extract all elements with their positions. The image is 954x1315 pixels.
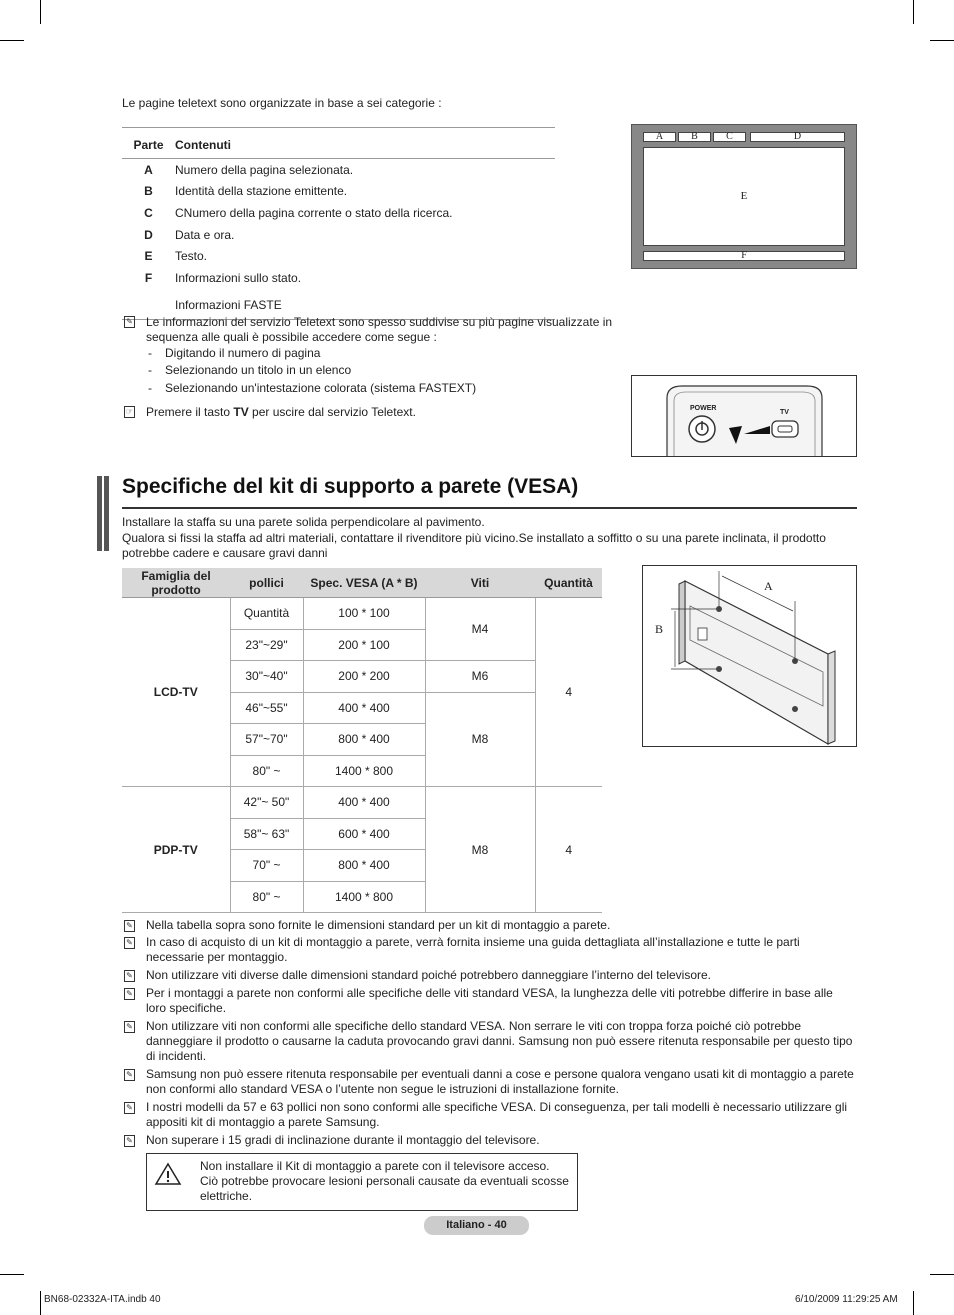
note-text: I nostri modelli da 57 e 63 pollici non sono conformi alle specifiche VESA. Di conseguenza, per tali modelli è necessario utilizzare gli appositi kit di montaggio a parete Samsung. [146, 1100, 848, 1129]
crop-mark [930, 1274, 954, 1275]
part-letter: C [144, 205, 153, 220]
inches-cell: 57"~70" [230, 724, 303, 756]
screw-cell: M8 [425, 692, 535, 787]
family-pdp: PDP-TV [122, 787, 230, 913]
part-content: CNumero della pagina corrente o stato della ricerca. [175, 205, 453, 220]
note-icon: ✎ [124, 1069, 135, 1081]
warning-icon [154, 1162, 182, 1186]
part-letter: D [144, 227, 153, 242]
dimension-b: B [655, 622, 664, 636]
header-spec: Spec. VESA (A * B) [303, 568, 425, 598]
note-text: Non utilizzare viti non conformi alle specifiche dello standard VESA. Non serrare le viti con troppa forza poiché ciò potrebbe danneggiare il prodotto o causarne la caduta provocando gravi danni. Samsung non può essere ritenuta responsabile per questo tipo di incidenti. [146, 1019, 853, 1063]
section-description [122, 515, 852, 562]
note-icon: ✎ [124, 937, 135, 949]
title-bar [104, 476, 109, 551]
note-text: In caso di acquisto di un kit di montaggio a parete, verrà fornita insieme una guida dettagliata all’installazione e tutte le parti necessarie per montaggio. [146, 935, 800, 964]
intro-text: Le pagine teletext sono organizzate in base a sei categorie : [122, 96, 442, 110]
table-row [122, 598, 602, 630]
note-icon: ✎ [124, 1102, 135, 1114]
power-label: POWER [690, 405, 717, 412]
note-icon: ✎ [124, 1135, 135, 1147]
part-content: Testo. [175, 249, 208, 264]
warning-text: Non installare il Kit di montaggio a parete con il televisore acceso. Ciò potrebbe provocare lesioni personali causate da eventuali scosse elettriche. [200, 1159, 569, 1203]
inches-cell: 30"~40" [230, 661, 303, 693]
spec-cell: 800 * 400 [303, 724, 425, 756]
footer-right: 6/10/2009 11:29:25 AM [795, 1294, 898, 1305]
part-content: Data e ora. [175, 227, 235, 242]
spec-cell: 400 * 400 [303, 692, 425, 724]
vesa-header-row [122, 568, 602, 598]
inches-cell: 58"~ 63" [230, 818, 303, 850]
label-f: F [643, 251, 845, 261]
header-part: Parte [133, 138, 164, 152]
spec-cell: 800 * 400 [303, 850, 425, 882]
footer-left: BN68-02332A-ITA.indb 40 [44, 1294, 161, 1305]
label-b: B [678, 132, 711, 142]
label-e: E [643, 147, 845, 246]
spec-cell: 400 * 400 [303, 787, 425, 819]
vesa-table [122, 568, 602, 913]
crop-mark [0, 40, 24, 41]
note-icon: ✎ [124, 920, 135, 932]
inches-cell: 42"~ 50" [230, 787, 303, 819]
exit-instruction [146, 405, 416, 420]
label-c: C [713, 132, 746, 142]
description-line: Qualora si fissi la staffa ad altri materiali, contattare il rivenditore più vicino.Se installato a soffitto o su una parete inclinata, il prodotto potrebbe cadere e causare gravi danni [122, 530, 826, 560]
header-inches: pollici [230, 568, 303, 598]
spec-cell: 1400 * 800 [303, 881, 425, 913]
parts-table [122, 127, 555, 320]
spec-cell: 600 * 400 [303, 818, 425, 850]
note-icon: ✎ [124, 316, 135, 328]
note-text: Per i montaggi a parete non conformi alle specifiche delle viti standard VESA, la lunghezza delle viti potrebbe differire in base alle loro specifiche. [146, 986, 833, 1015]
spec-cell: 1400 * 800 [303, 755, 425, 787]
list-item: Selezionando un'intestazione colorata (sistema FASTEXT) [165, 381, 477, 395]
note-icon: ✎ [124, 970, 135, 982]
family-lcd: LCD-TV [122, 598, 230, 787]
inches-cell: 46"~55" [230, 692, 303, 724]
part-content: Identità della stazione emittente. [175, 184, 348, 199]
part-letter: E [144, 249, 153, 264]
list-item: Digitando il numero di pagina [165, 346, 321, 360]
remote-illustration [631, 375, 857, 457]
page-number: Italiano - 40 [424, 1216, 529, 1235]
screw-cell: M6 [425, 661, 535, 693]
part-content: Informazioni FASTE [175, 298, 282, 313]
dash: - [148, 363, 152, 377]
note-icon: ✎ [124, 1021, 135, 1033]
dash: - [148, 346, 152, 360]
hand-icon: ☞ [125, 407, 134, 416]
note-text: Non utilizzare viti diverse dalle dimensioni standard poiché potrebbero danneggiare l’interno del televisore. [146, 968, 711, 982]
list-item: Selezionando un titolo in un elenco [165, 363, 352, 377]
parts-row [122, 159, 555, 181]
parts-row [122, 224, 555, 246]
parts-row [122, 267, 555, 289]
inches-cell: 70" ~ [230, 850, 303, 882]
part-letter: A [144, 162, 153, 177]
parts-row [122, 245, 555, 267]
crop-mark [40, 1291, 41, 1315]
crop-mark [930, 40, 954, 41]
header-family: Famiglia del prodotto [122, 568, 230, 598]
header-content: Contenuti [175, 138, 231, 152]
label-a: A [643, 132, 676, 142]
screw-cell: M8 [425, 787, 535, 913]
spec-cell: 200 * 200 [303, 661, 425, 693]
section-title: Specifiche del kit di supporto a parete (VESA) [122, 475, 579, 498]
spec-cell: 100 * 100 [303, 598, 425, 630]
screw-cell: M4 [425, 598, 535, 661]
header-quantity: Quantità [535, 568, 602, 598]
crop-mark [0, 1274, 24, 1275]
quantity-pdp: 4 [535, 787, 602, 913]
title-rule [122, 507, 857, 509]
warning-box [146, 1153, 578, 1211]
part-content: Informazioni sullo stato. [175, 270, 302, 285]
parts-table-header [122, 128, 555, 159]
tv-label: TV [780, 409, 789, 416]
inches-cell: 80" ~ [230, 755, 303, 787]
dash: - [148, 381, 152, 395]
note-icon: ✎ [124, 988, 135, 1000]
parts-row [122, 202, 555, 224]
wall-mount-diagram [642, 565, 857, 747]
teletext-diagram [631, 124, 857, 269]
label-d: D [750, 132, 845, 142]
crop-mark [913, 1291, 914, 1315]
exit-pre: Premere il tasto [146, 405, 234, 419]
remote-drawing [632, 376, 856, 456]
crop-mark [913, 0, 914, 24]
title-bar [97, 476, 102, 551]
note-text: Nella tabella sopra sono fornite le dimensioni standard per un kit di montaggio a parete. [146, 918, 611, 932]
table-row [122, 787, 602, 819]
quantity-lcd: 4 [535, 598, 602, 787]
spec-cell: 200 * 100 [303, 629, 425, 661]
parts-row [122, 181, 555, 203]
exit-key: TV [233, 405, 249, 419]
header-screws: Viti [425, 568, 535, 598]
description-line: Installare la staffa su una parete solida perpendicolare al pavimento. [122, 515, 485, 529]
part-letter: B [144, 184, 153, 199]
inches-cell: 23"~29" [230, 629, 303, 661]
inches-cell: 80" ~ [230, 881, 303, 913]
part-content: Numero della pagina selezionata. [175, 162, 354, 177]
dimension-a: A [764, 579, 773, 593]
teletext-note: Le informazioni del servizio Teletext sono spesso suddivise su più pagine visualizzate in sequenza alle quali è possibile accedere come segue : [146, 315, 613, 344]
part-letter: F [144, 270, 153, 285]
note-text: Samsung non può essere ritenuta responsabile per eventuali danni a cose e persone qualora vengano usati kit di montaggio a parete non conformi allo standard VESA o l’utente non segue le istruzioni di installazione fornite. [146, 1067, 854, 1096]
note-text: Non superare i 15 gradi di inclinazione durante il montaggio del televisore. [146, 1133, 540, 1147]
wall-mount-drawing [643, 566, 856, 746]
crop-mark [40, 0, 41, 24]
inches-cell: Quantità [230, 598, 303, 630]
exit-post: per uscire dal servizio Teletext. [248, 405, 416, 419]
